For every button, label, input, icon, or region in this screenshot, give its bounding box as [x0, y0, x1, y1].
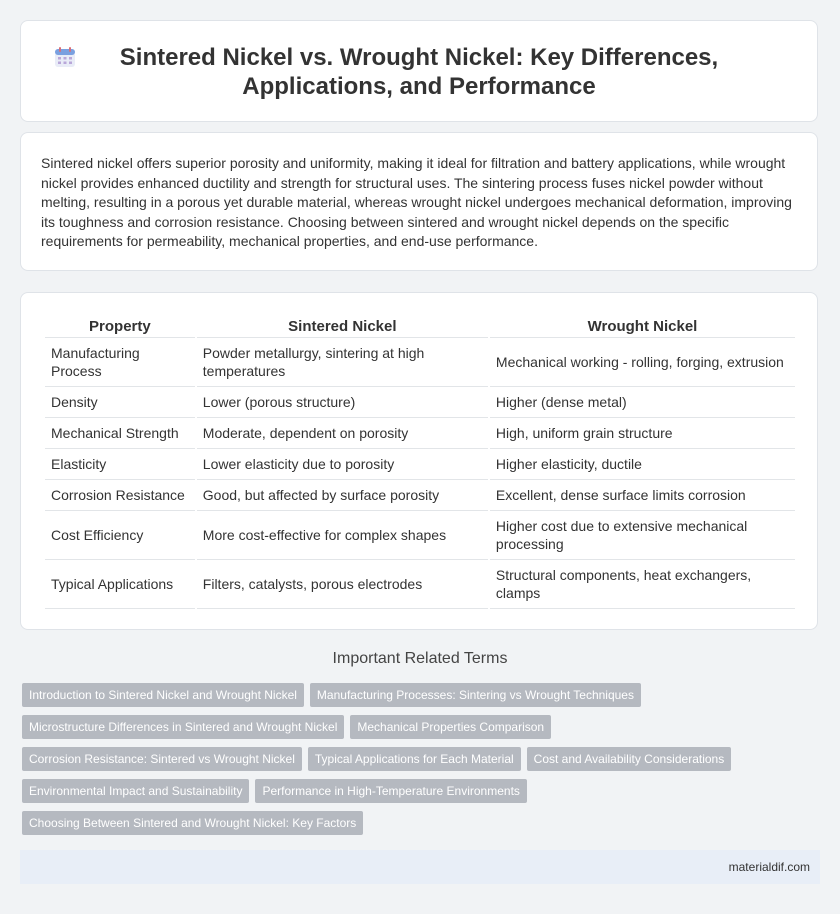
column-header: Wrought Nickel: [490, 315, 795, 338]
table-cell: Mechanical Strength: [45, 418, 195, 449]
table-cell: Typical Applications: [45, 560, 195, 609]
page-title: Sintered Nickel vs. Wrought Nickel: Key Differences, Applications, and Performance: [119, 44, 719, 100]
table-row: [45, 418, 795, 449]
table-cell: Higher cost due to extensive mechanical processing: [490, 511, 795, 560]
column-header: Property: [45, 315, 195, 338]
table-cell: Filters, catalysts, porous electrodes: [197, 560, 488, 609]
related-term-tag[interactable]: Manufacturing Processes: Sintering vs Wrought Techniques: [310, 683, 641, 707]
table-cell: Excellent, dense surface limits corrosion: [490, 480, 795, 511]
column-header: Sintered Nickel: [197, 315, 488, 338]
related-term-tag[interactable]: Introduction to Sintered Nickel and Wrought Nickel: [22, 683, 304, 707]
table-row: [45, 560, 795, 609]
related-term-tag[interactable]: Environmental Impact and Sustainability: [22, 779, 249, 803]
table-cell: Manufacturing Process: [45, 338, 195, 387]
table-cell: Lower elasticity due to porosity: [197, 449, 488, 480]
table-cell: Density: [45, 387, 195, 418]
table-row: [45, 480, 795, 511]
intro-text: Sintered nickel offers superior porosity and uniformity, making it ideal for filtration and battery applications, while wrought nickel provides enhanced ductility and strength for structural uses. The sintering process fuses nickel powder without melting, resulting in a porous yet durable material, whereas wrought nickel undergoes mechanical deformation, improving its toughness and corrosion resistance. Choosing between sintered and wrought nickel depends on the specific requirements for permeability, mechanical properties, and end-use performance.: [41, 155, 792, 249]
related-term-tag[interactable]: Performance in High-Temperature Environments: [255, 779, 526, 803]
table-row: [45, 338, 795, 387]
table-cell: Elasticity: [45, 449, 195, 480]
table-cell: Powder metallurgy, sintering at high temperatures: [197, 338, 488, 387]
related-term-tag[interactable]: Microstructure Differences in Sintered and Wrought Nickel: [22, 715, 344, 739]
table-cell: Good, but affected by surface porosity: [197, 480, 488, 511]
intro-card: [20, 132, 818, 271]
table-cell: Structural components, heat exchangers, clamps: [490, 560, 795, 609]
related-term-tag[interactable]: Mechanical Properties Comparison: [350, 715, 551, 739]
related-term-tag[interactable]: Corrosion Resistance: Sintered vs Wrought Nickel: [22, 747, 302, 771]
comparison-card: [20, 292, 818, 630]
table-cell: High, uniform grain structure: [490, 418, 795, 449]
table-cell: Corrosion Resistance: [45, 480, 195, 511]
comparison-table: [43, 315, 797, 609]
table-cell: More cost-effective for complex shapes: [197, 511, 488, 560]
related-terms-list: [22, 683, 802, 843]
table-cell: Cost Efficiency: [45, 511, 195, 560]
table-cell: Lower (porous structure): [197, 387, 488, 418]
related-terms-title: Important Related Terms: [332, 650, 508, 667]
header-card: [20, 20, 818, 122]
footer-site-link[interactable]: materialdif.com: [728, 860, 810, 874]
table-row: [45, 449, 795, 480]
table-row: [45, 511, 795, 560]
table-cell: Moderate, dependent on porosity: [197, 418, 488, 449]
table-cell: Higher elasticity, ductile: [490, 449, 795, 480]
related-term-tag[interactable]: Typical Applications for Each Material: [308, 747, 521, 771]
table-cell: Mechanical working - rolling, forging, extrusion: [490, 338, 795, 387]
related-term-tag[interactable]: Cost and Availability Considerations: [527, 747, 732, 771]
related-term-tag[interactable]: Choosing Between Sintered and Wrought Nickel: Key Factors: [22, 811, 363, 835]
footer: [20, 850, 820, 884]
table-row: [45, 387, 795, 418]
table-cell: Higher (dense metal): [490, 387, 795, 418]
table-header-row: [45, 315, 795, 338]
